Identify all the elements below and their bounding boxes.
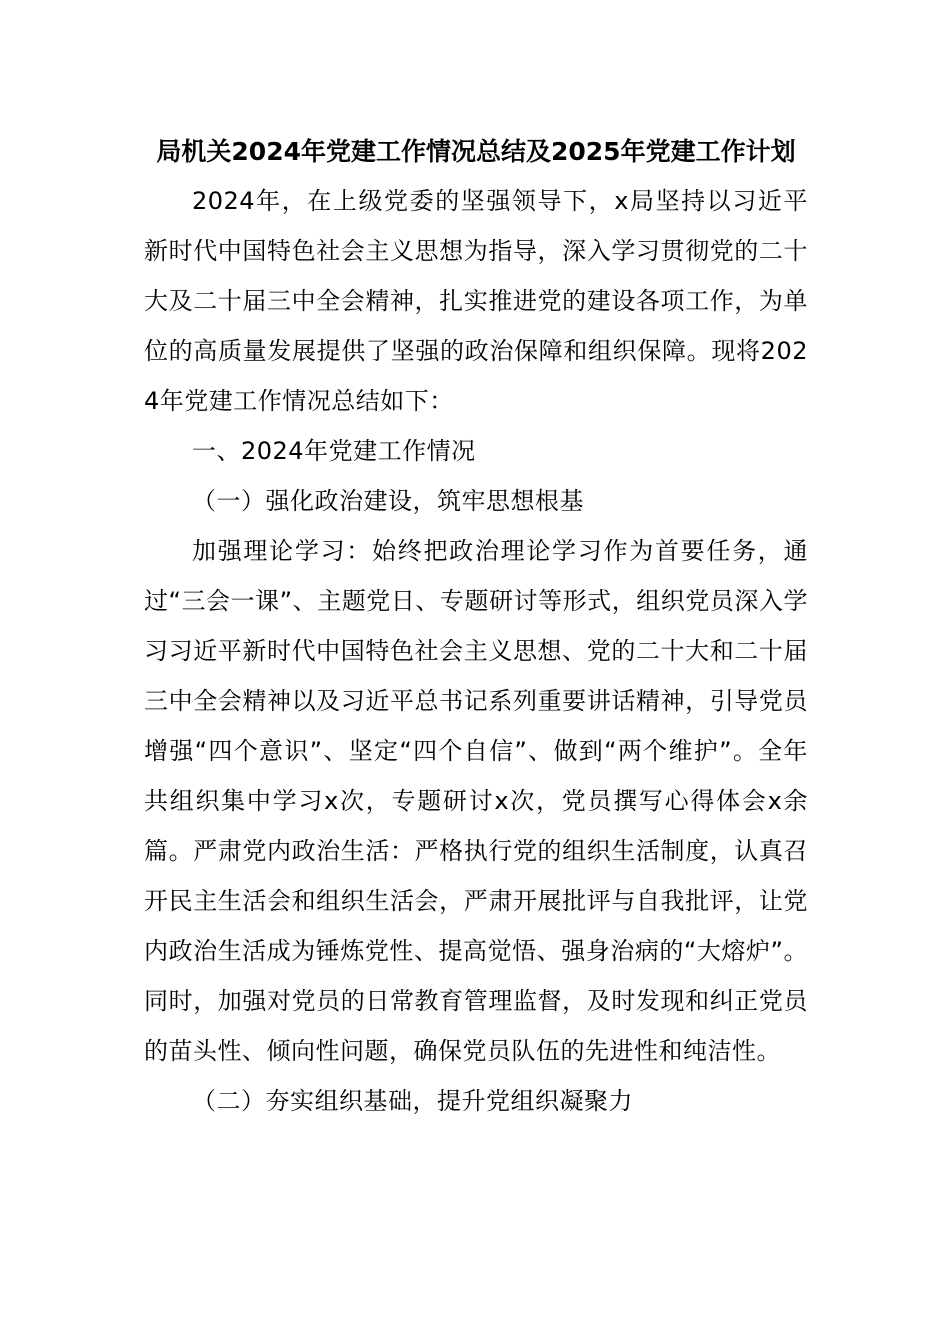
document-content — [144, 128, 808, 1126]
subsection-1-heading: （一）强化政治建设，筑牢思想根基 — [192, 487, 584, 515]
subsection-1-paragraph: 加强理论学习：始终把政治理论学习作为首要任务，通过“三会一课”、主题党日、专题研讨等形式，组织党员深入学习习近平新时代中国特色社会主义思想、党的二十大和二十届三中全会精神以及习近平总书记系列重要讲话精神，引导党员增强“四个意识”、坚定“四个自信”、做到“两个维护”。全年共组织集中学习x次，专题研讨x次，党员撰写心得体会x余篇。严肃党内政治生活：严格执行党的组织生活制度，认真召开民主生活会和组织生活会，严肃开展批评与自我批评，让党内政治生活成为锤炼党性、提高觉悟、强身治病的“大熔炉”。同时，加强对党员的日常教育管理监督，及时发现和纠正党员的苗头性、倾向性问题，确保党员队伍的先进性和纯洁性。 — [144, 537, 808, 1065]
subsection-2-heading: （二）夯实组织基础，提升党组织凝聚力 — [192, 1087, 633, 1115]
document-title: 局机关2024年党建工作情况总结及2025年党建工作计划 — [156, 137, 796, 166]
section-1-heading: 一、2024年党建工作情况 — [192, 437, 476, 465]
intro-paragraph: 2024年，在上级党委的坚强领导下，x局坚持以习近平新时代中国特色社会主义思想为指导，深入学习贯彻党的二十大及二十届三中全会精神，扎实推进党的建设各项工作，为单位的高质量发展提供了坚强的政治保障和组织保障。现将2024年党建工作情况总结如下： — [144, 187, 808, 415]
